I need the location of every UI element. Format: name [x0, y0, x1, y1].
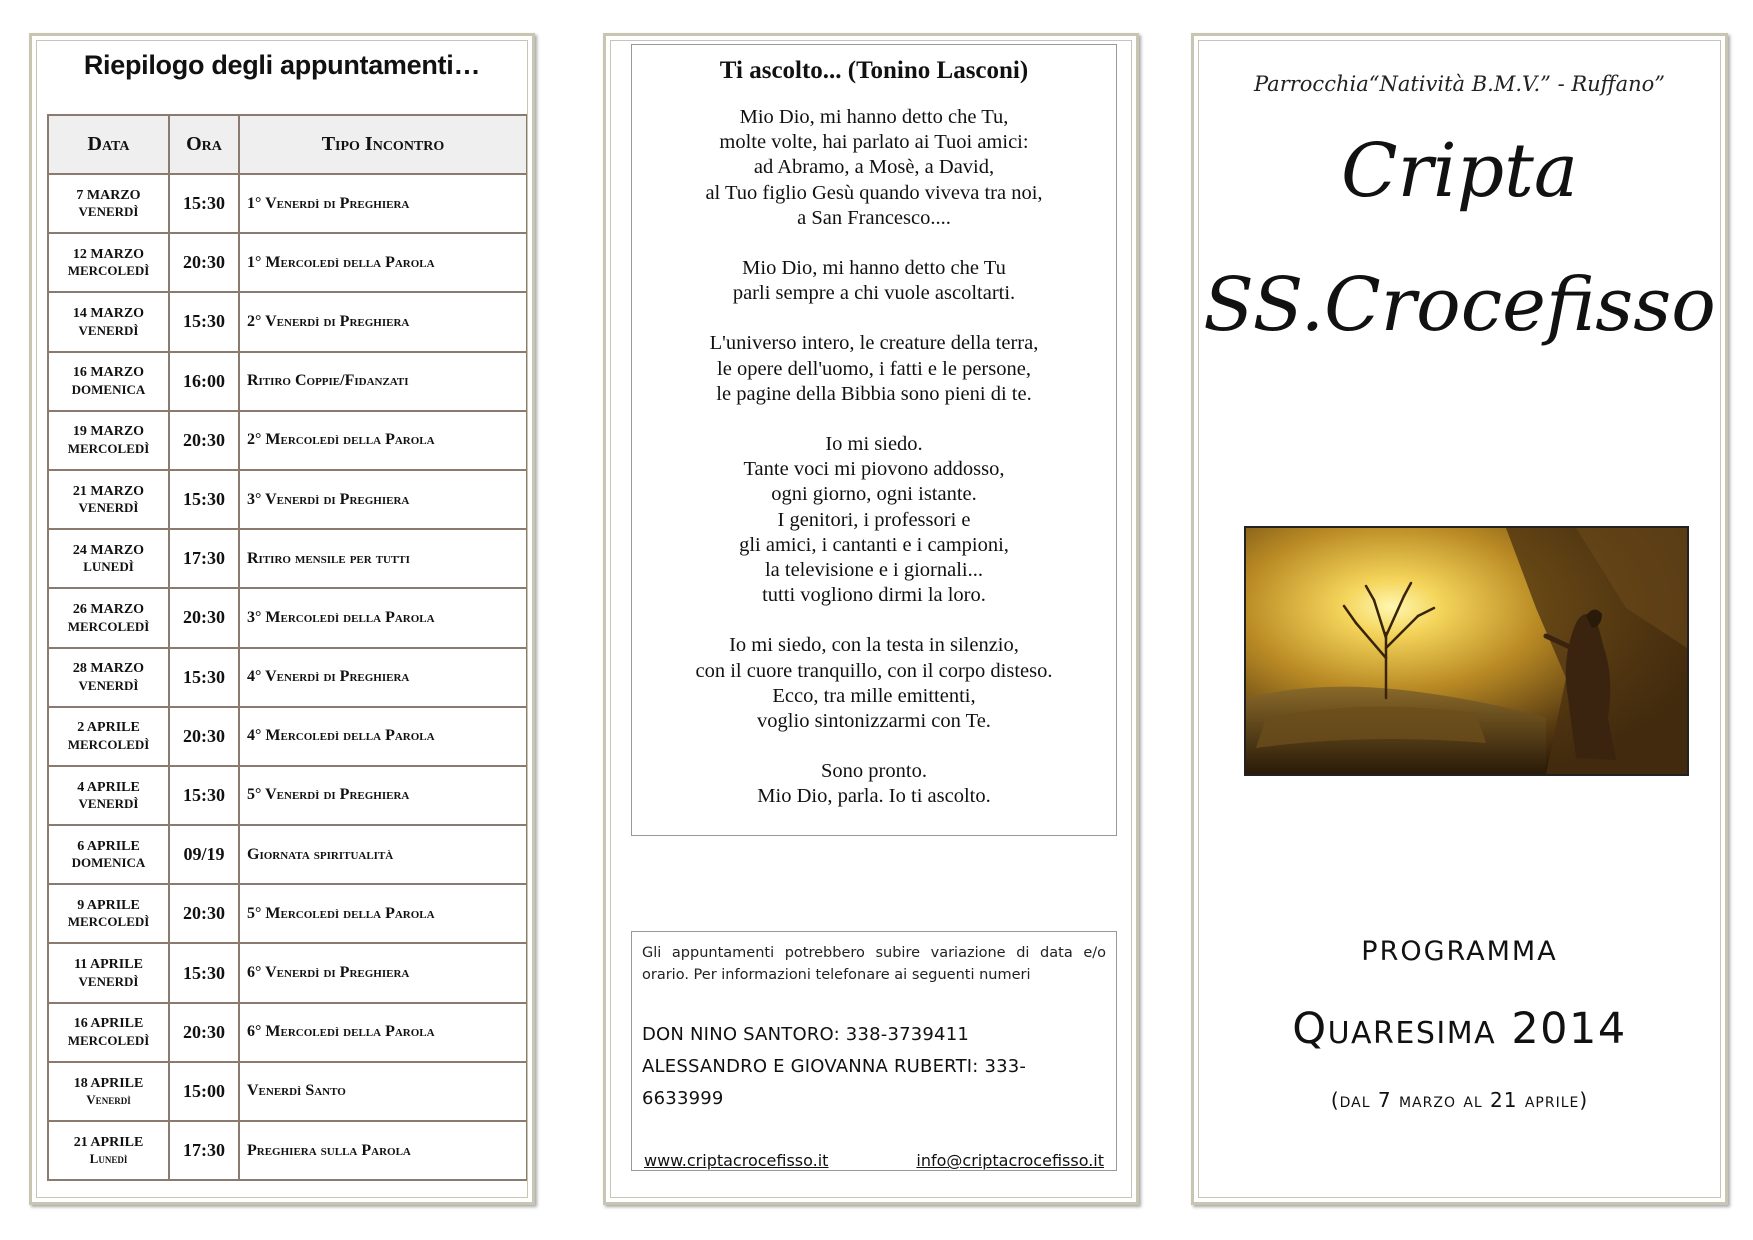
table-row [48, 707, 527, 766]
row-day: VENERDÌ [78, 677, 139, 693]
row-date-cell [48, 943, 169, 1002]
table-row [48, 588, 527, 647]
table-row [48, 943, 527, 1002]
poem-line: a San Francesco.... [797, 206, 951, 229]
row-type: 1° Mercoledì della Parola [239, 233, 527, 292]
row-time: 17:30 [169, 529, 239, 588]
schedule-body [48, 174, 527, 1180]
burning-bush-illustration [1246, 528, 1687, 774]
poem-line: le opere dell'uomo, i fatti e le persone, [717, 357, 1031, 380]
row-date: 9 APRILE [77, 897, 140, 913]
website-link[interactable]: www.criptacrocefisso.it [644, 1151, 829, 1170]
row-type: Ritiro Coppie/Fidanzati [239, 352, 527, 411]
links [642, 1151, 1106, 1170]
row-date-cell [48, 411, 169, 470]
cover-painting-image [1244, 526, 1689, 776]
row-date-cell [48, 707, 169, 766]
row-time: 15:30 [169, 766, 239, 825]
poem-line: ad Abramo, a Mosè, a David, [753, 156, 995, 179]
contact-priest: DON NINO SANTORO: 338-3739411 [642, 1024, 970, 1045]
row-time: 20:30 [169, 233, 239, 292]
row-type: Preghiera sulla Parola [239, 1121, 527, 1180]
row-date: 16 APRILE [73, 1016, 144, 1032]
row-date: 11 APRILE [74, 957, 143, 973]
row-time: 15:30 [169, 174, 239, 233]
row-date: 12 MARZO [72, 246, 145, 262]
row-date: 7 MARZO [76, 187, 141, 203]
row-date-cell [48, 233, 169, 292]
table-row [48, 411, 527, 470]
program-label: PROGRAMMA [1361, 936, 1558, 967]
table-row [48, 825, 527, 884]
row-day: MERCOLEDÌ [67, 263, 150, 279]
row-type: 6° Venerdì di Preghiera [239, 943, 527, 1002]
row-time: 20:30 [169, 1003, 239, 1062]
row-day: VENERDÌ [78, 322, 139, 338]
row-day: Venerdì [86, 1092, 131, 1108]
table-row [48, 292, 527, 351]
poem-line: molte volte, hai parlato ai Tuoi amici: [719, 131, 1029, 154]
row-time: 09/19 [169, 825, 239, 884]
header-time: Ora [169, 115, 239, 174]
row-day: VENERDÌ [78, 796, 139, 812]
row-date-cell [48, 174, 169, 233]
row-date: 28 MARZO [72, 661, 145, 677]
row-type: 2° Mercoledì della Parola [239, 411, 527, 470]
email-link[interactable]: info@criptacrocefisso.it [916, 1151, 1104, 1170]
cover-panel [1191, 33, 1728, 1205]
row-date: 21 MARZO [72, 483, 145, 499]
row-day: VENERDÌ [78, 500, 139, 516]
table-row [48, 1062, 527, 1121]
poem-stanza [632, 331, 1116, 407]
row-day: DOMENICA [71, 381, 146, 397]
poem-line: Mio Dio, mi hanno detto che Tu, [739, 106, 1009, 128]
row-day: MERCOLEDÌ [67, 440, 150, 456]
row-day: MERCOLEDÌ [67, 914, 150, 930]
table-row [48, 884, 527, 943]
row-date: 2 APRILE [77, 720, 140, 736]
poem-line: Io mi siedo, con la testa in silenzio, [729, 634, 1019, 657]
row-date-cell [48, 1003, 169, 1062]
poem-line: gli amici, i cantanti e i campioni, [739, 533, 1009, 556]
row-time: 15:00 [169, 1062, 239, 1121]
row-date-cell [48, 884, 169, 943]
poem-line: Sono pronto. [821, 760, 927, 783]
poem-text [632, 105, 1116, 810]
row-time: 15:30 [169, 470, 239, 529]
poem-line: Mio Dio, mi hanno detto che Tu [742, 257, 1006, 280]
table-row [48, 648, 527, 707]
poem-line: la televisione e i giornali... [764, 559, 984, 582]
row-date-cell [48, 648, 169, 707]
cover-title-line-2: SS.Crocefisso [1203, 262, 1716, 348]
table-row [48, 529, 527, 588]
poem-line: voglio sintonizzarmi con Te. [757, 710, 991, 733]
row-type: 4° Mercoledì della Parola [239, 707, 527, 766]
poem-line: Ecco, tra mille emittenti, [772, 684, 976, 707]
row-time: 20:30 [169, 707, 239, 766]
row-time: 15:30 [169, 648, 239, 707]
poem-line: Mio Dio, parla. Io ti ascolto. [757, 785, 991, 808]
contacts [642, 1019, 1106, 1115]
row-type: Giornata spiritualità [239, 825, 527, 884]
table-row [48, 766, 527, 825]
row-date: 18 APRILE [73, 1075, 144, 1091]
schedule-title: Riepilogo degli appuntamenti… [83, 50, 481, 80]
row-day: Lunedì [89, 1151, 128, 1167]
table-row [48, 470, 527, 529]
row-date: 4 APRILE [77, 779, 140, 795]
poem-line: con il cuore tranquillo, con il corpo disteso. [695, 659, 1053, 682]
row-type: 5° Mercoledì della Parola [239, 884, 527, 943]
info-notice: Gli appuntamenti potrebbero subire variazione di data e/o orario. Per informazioni telefonare ai seguenti numeri [642, 945, 1106, 983]
row-day: MERCOLEDÌ [67, 1032, 150, 1048]
poem-line: L'universo intero, le creature della terra, [709, 332, 1039, 355]
poem-line: I genitori, i professori e [777, 508, 971, 531]
row-date: 16 MARZO [72, 365, 145, 381]
row-date-cell [48, 352, 169, 411]
poem-stanza [632, 633, 1116, 734]
row-type: Venerdì Santo [239, 1062, 527, 1121]
poem-line: Tante voci mi piovono addosso, [743, 458, 1005, 481]
row-date-cell [48, 588, 169, 647]
row-day: LUNEDÌ [83, 559, 134, 575]
poem-stanza [632, 759, 1116, 809]
row-type: 6° Mercoledì della Parola [239, 1003, 527, 1062]
row-type: 1° Venerdì di Preghiera [239, 174, 527, 233]
program-dates: (dal 7 marzo al 21 aprile) [1330, 1088, 1589, 1112]
poem-box [631, 44, 1117, 836]
row-date-cell [48, 1062, 169, 1121]
row-date-cell [48, 292, 169, 351]
row-date-cell [48, 766, 169, 825]
schedule-header-row [48, 115, 527, 174]
row-date-cell [48, 470, 169, 529]
row-type: 5° Venerdì di Preghiera [239, 766, 527, 825]
row-time: 16:00 [169, 352, 239, 411]
program-title: Quaresima 2014 [1292, 1004, 1627, 1054]
row-date-cell [48, 529, 169, 588]
row-type: 4° Venerdì di Preghiera [239, 648, 527, 707]
row-date: 26 MARZO [72, 602, 145, 618]
row-time: 20:30 [169, 884, 239, 943]
table-row [48, 174, 527, 233]
poem-panel [603, 33, 1139, 1205]
cover-title-line-1: Cripta [1341, 128, 1578, 214]
poem-line: parli sempre a chi vuole ascoltarti. [732, 282, 1016, 305]
parish-name: Parrocchia“Natività B.M.V.” - Ruffano” [1254, 72, 1665, 96]
row-time: 17:30 [169, 1121, 239, 1180]
row-type: 2° Venerdì di Preghiera [239, 292, 527, 351]
poem-line: tutti vogliono dirmi la loro. [762, 584, 986, 607]
row-time: 20:30 [169, 411, 239, 470]
header-date: Data [48, 115, 169, 174]
poem-line: ogni giorno, ogni istante. [771, 483, 977, 506]
table-row [48, 352, 527, 411]
row-day: VENERDÌ [78, 973, 139, 989]
schedule-panel [29, 33, 535, 1205]
table-row [48, 1003, 527, 1062]
row-time: 15:30 [169, 943, 239, 1002]
row-type: 3° Mercoledì della Parola [239, 588, 527, 647]
row-type: Ritiro mensile per tutti [239, 529, 527, 588]
schedule-table [47, 114, 528, 1181]
table-row [48, 233, 527, 292]
row-time: 20:30 [169, 588, 239, 647]
poem-line: al Tuo figlio Gesù quando viveva tra noi, [705, 181, 1043, 204]
poem-stanza [632, 432, 1116, 608]
row-date-cell [48, 1121, 169, 1180]
row-time: 15:30 [169, 292, 239, 351]
poem-line: Io mi siedo. [825, 433, 923, 456]
table-row [48, 1121, 527, 1180]
header-type: Tipo Incontro [239, 115, 527, 174]
row-date: 24 MARZO [72, 542, 145, 558]
row-day: VENERDÌ [78, 204, 139, 220]
poem-stanza [632, 105, 1116, 231]
info-box [631, 931, 1117, 1171]
row-type: 3° Venerdì di Preghiera [239, 470, 527, 529]
poem-line: le pagine della Bibbia sono pieni di te. [716, 382, 1032, 405]
row-day: DOMENICA [71, 855, 146, 871]
poem-title: Ti ascolto... (Tonino Lasconi) [719, 57, 1029, 84]
row-date: 21 APRILE [73, 1134, 144, 1150]
row-date-cell [48, 825, 169, 884]
row-date: 6 APRILE [77, 838, 140, 854]
row-day: MERCOLEDÌ [67, 618, 150, 634]
contact-couple: ALESSANDRO E GIOVANNA RUBERTI: 333-6633999 [642, 1056, 1027, 1109]
row-date: 19 MARZO [72, 424, 145, 440]
row-day: MERCOLEDÌ [67, 736, 150, 752]
poem-stanza [632, 256, 1116, 306]
row-date: 14 MARZO [72, 306, 145, 322]
